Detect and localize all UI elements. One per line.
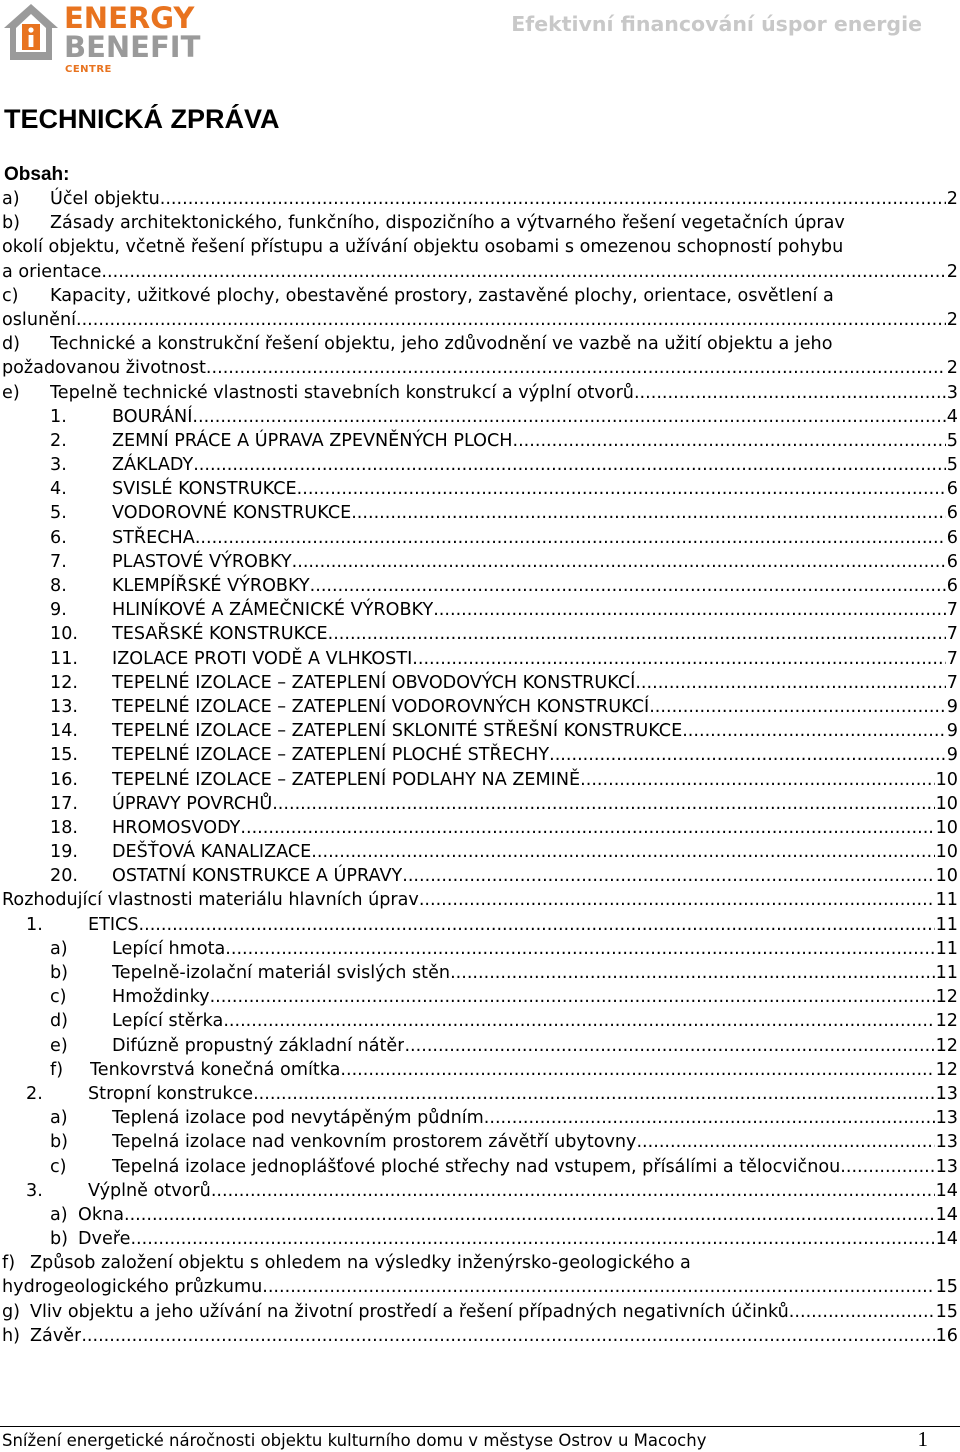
toc-entry-marker: 7.	[50, 551, 67, 572]
toc-entry-page: 7	[946, 624, 958, 645]
toc-entry[interactable]	[2, 937, 958, 961]
toc-entry-title: Hmoždinky	[112, 987, 210, 1008]
logo-word-energy: ENERGY	[64, 1, 195, 35]
toc-leader-dots	[412, 647, 946, 671]
toc-entry[interactable]	[2, 1058, 958, 1082]
toc-entry-marker: h)	[2, 1325, 21, 1346]
toc-entry-title: HROMOSVODY	[112, 817, 241, 838]
toc-entry[interactable]	[2, 768, 958, 792]
toc-entry-title: Tepelná izolace jednoplášťové ploché střechy nad vstupem, přísálími a tělocvičnou	[112, 1156, 841, 1177]
toc-entry-page: 14	[935, 1180, 958, 1201]
toc-entry-continued	[2, 1251, 958, 1275]
toc-entry-title: Kapacity, užitkové plochy, obestavěné prostory, zastavěné plochy, orientace, osvětlení a	[50, 285, 834, 306]
toc-entry[interactable]	[2, 308, 958, 332]
toc-entry-page: 6	[946, 503, 958, 524]
toc-entry-title: Teplená izolace pod nevytápěným půdním	[112, 1108, 484, 1129]
toc-entry-marker: c)	[2, 285, 19, 306]
toc-entry[interactable]	[2, 695, 958, 719]
toc-leader-dots	[340, 1058, 934, 1082]
table-of-contents	[2, 187, 958, 1348]
toc-entry-title: STŘECHA	[112, 527, 195, 548]
toc-entry-title: Difúzně propustný základní nátěr	[112, 1035, 405, 1056]
toc-entry-title: Účel objektu	[50, 189, 160, 209]
toc-entry-marker: b)	[50, 963, 69, 983]
toc-entry-marker: f)	[50, 1059, 64, 1080]
page-footer	[0, 1426, 960, 1452]
toc-entry-marker: 8.	[50, 576, 67, 596]
toc-entry-title: Zásady architektonického, funkčního, dispozičního a výtvarného řešení vegetačních úprav	[50, 213, 845, 234]
house-info-icon	[2, 2, 60, 62]
toc-entry-marker: e)	[50, 1035, 68, 1056]
toc-leader-dots	[351, 501, 946, 525]
toc-entry-marker: e)	[2, 382, 20, 403]
toc-entry-title: a orientace	[2, 261, 102, 282]
toc-entry[interactable]	[2, 1324, 958, 1348]
toc-leader-dots	[789, 1300, 935, 1324]
toc-entry-page: 15	[935, 1301, 958, 1322]
toc-entry-page: 9	[946, 696, 958, 717]
toc-entry-marker: 17.	[50, 793, 78, 814]
toc-entry[interactable]	[2, 961, 958, 985]
toc-entry-marker: f)	[2, 1253, 16, 1274]
toc-entry-page: 6	[946, 527, 958, 548]
toc-entry[interactable]	[2, 985, 958, 1009]
toc-entry[interactable]	[2, 1227, 958, 1251]
toc-leader-dots	[433, 598, 946, 622]
toc-entry[interactable]	[2, 647, 958, 671]
toc-entry-title: SVISLÉ KONSTRUKCE	[112, 479, 297, 500]
toc-entry-page: 11	[935, 890, 958, 911]
toc-entry-title: Okna	[78, 1204, 124, 1225]
toc-leader-dots	[580, 768, 934, 792]
toc-entry-title: Tepelně technické vlastnosti stavebních konstrukcí a výplní otvorů	[50, 382, 634, 403]
footer-text: Snížení energetické náročnosti objektu kulturního domu v městyse Ostrov u Macochy	[2, 1431, 707, 1450]
toc-entry-page: 10	[935, 793, 958, 814]
toc-leader-dots	[297, 477, 946, 501]
toc-entry[interactable]	[2, 405, 958, 429]
toc-entry[interactable]	[2, 864, 958, 888]
toc-entry-marker: d)	[50, 1011, 69, 1032]
toc-entry-marker: 5.	[50, 503, 67, 524]
toc-entry-marker: a)	[50, 1204, 68, 1225]
toc-entry[interactable]	[2, 429, 958, 453]
toc-entry-title: TEPELNÉ IZOLACE – ZATEPLENÍ SKLONITÉ STŘEŠNÍ KONSTRUKCE	[112, 721, 683, 742]
toc-entry-page: 13	[935, 1108, 958, 1129]
toc-entry-title: KLEMPÍŘSKÉ VÝROBKY	[112, 576, 310, 596]
toc-entry-title: ETICS	[88, 914, 139, 935]
toc-entry[interactable]	[2, 1034, 958, 1058]
toc-entry-page: 4	[946, 406, 958, 427]
toc-entry-page: 6	[946, 576, 958, 596]
toc-entry-page: 6	[946, 479, 958, 500]
toc-entry-continued	[2, 235, 958, 259]
toc-entry-marker: 12.	[50, 672, 78, 693]
toc-entry-title: TESAŘSKÉ KONSTRUKCE	[112, 624, 328, 645]
toc-entry-title: PLASTOVÉ VÝROBKY	[112, 551, 292, 572]
toc-entry-marker: 6.	[50, 527, 67, 548]
toc-entry[interactable]	[2, 1300, 958, 1324]
toc-entry-page: 7	[946, 672, 958, 693]
toc-leader-dots	[240, 816, 934, 840]
toc-entry-title: VODOROVNÉ KONSTRUKCE	[112, 503, 352, 524]
toc-entry-continued	[2, 211, 958, 235]
toc-entry[interactable]	[2, 598, 958, 622]
toc-leader-dots	[402, 864, 934, 888]
toc-entry-title: ZÁKLADY	[112, 455, 194, 476]
logo-word-centre: CENTRE	[65, 64, 112, 75]
toc-entry[interactable]	[2, 187, 958, 211]
toc-entry-marker: 10.	[50, 624, 78, 645]
toc-leader-dots	[139, 913, 935, 937]
toc-leader-dots	[272, 792, 934, 816]
toc-leader-dots	[193, 453, 946, 477]
toc-entry[interactable]	[2, 453, 958, 477]
toc-leader-dots	[253, 1082, 935, 1106]
toc-entry-page: 10	[935, 866, 958, 887]
page-header	[0, 0, 960, 80]
toc-entry[interactable]	[2, 1155, 958, 1179]
toc-entry[interactable]	[2, 574, 958, 598]
toc-leader-dots	[223, 1009, 934, 1033]
toc-entry-marker: 9.	[50, 600, 67, 621]
toc-entry-page: 10	[935, 769, 958, 790]
logo-word-benefit: BENEFIT	[64, 30, 201, 64]
toc-leader-dots	[419, 888, 935, 912]
toc-entry-title: Výplně otvorů	[88, 1180, 211, 1201]
toc-entry[interactable]	[2, 840, 958, 864]
toc-leader-dots	[225, 937, 934, 961]
toc-entry-title: DEŠŤOVÁ KANALIZACE	[112, 842, 312, 863]
toc-entry-page: 16	[935, 1325, 958, 1346]
toc-leader-dots	[635, 671, 945, 695]
footer-divider	[0, 1426, 960, 1427]
toc-entry[interactable]	[2, 1082, 958, 1106]
toc-entry-title: oslunění	[2, 309, 76, 330]
toc-entry-marker: 18.	[50, 817, 78, 838]
toc-entry-title: HLINÍKOVÉ A ZÁMEČNICKÉ VÝROBKY	[112, 600, 434, 621]
toc-leader-dots	[450, 961, 935, 985]
toc-entry-page: 11	[935, 938, 958, 959]
toc-entry-page: 7	[946, 600, 958, 621]
toc-entry-marker: a)	[50, 938, 68, 959]
toc-leader-dots	[211, 1179, 935, 1203]
toc-entry-page: 2	[946, 309, 958, 330]
toc-leader-dots	[195, 526, 946, 550]
toc-entry[interactable]	[2, 1203, 958, 1227]
toc-entry-marker: d)	[2, 334, 21, 355]
toc-entry-page: 12	[935, 1035, 958, 1056]
toc-entry-marker: 16.	[50, 769, 78, 790]
toc-entry-marker: 2.	[50, 430, 67, 451]
toc-entry-title: Tepelná izolace nad venkovním prostorem závětří ubytovny	[112, 1132, 637, 1153]
toc-entry-marker: 1.	[26, 914, 43, 935]
document-title: TECHNICKÁ ZPRÁVA	[4, 104, 280, 134]
toc-entry-marker: c)	[50, 987, 67, 1008]
toc-entry-page: 10	[935, 817, 958, 838]
toc-leader-dots	[513, 429, 946, 453]
toc-entry-marker: a)	[50, 1108, 68, 1129]
toc-entry[interactable]	[2, 792, 958, 816]
toc-entry[interactable]	[2, 1009, 958, 1033]
toc-entry-page: 2	[946, 189, 958, 209]
toc-entry-marker: 15.	[50, 745, 78, 766]
toc-entry-title: Rozhodující vlastnosti materiálu hlavních úprav	[2, 890, 419, 911]
toc-entry[interactable]	[2, 477, 958, 501]
toc-leader-dots	[210, 985, 935, 1009]
toc-entry[interactable]	[2, 743, 958, 767]
toc-entry-title: Závěr	[30, 1325, 82, 1346]
toc-entry-title: požadovanou životnost	[2, 358, 206, 379]
toc-heading: Obsah:	[4, 164, 70, 185]
toc-leader-dots	[292, 550, 946, 574]
toc-entry-title: ÚPRAVY POVRCHŮ	[112, 793, 273, 814]
toc-entry[interactable]	[2, 888, 958, 912]
toc-entry-marker: 19.	[50, 842, 78, 863]
toc-entry[interactable]	[2, 671, 958, 695]
toc-entry-page: 2	[946, 358, 958, 379]
toc-leader-dots	[634, 381, 946, 405]
toc-entry-page: 14	[935, 1229, 958, 1250]
toc-entry-page: 9	[946, 721, 958, 742]
toc-leader-dots	[311, 840, 934, 864]
toc-entry-marker: g)	[2, 1301, 21, 1322]
toc-entry[interactable]	[2, 1106, 958, 1130]
toc-entry-marker: 20.	[50, 866, 78, 887]
toc-entry-page: 3	[946, 382, 958, 403]
toc-entry[interactable]	[2, 356, 958, 380]
toc-entry[interactable]	[2, 381, 958, 405]
toc-entry-page: 5	[946, 430, 958, 451]
toc-entry-page: 7	[946, 648, 958, 669]
toc-entry-marker: 11.	[50, 648, 78, 669]
toc-entry-page: 11	[935, 963, 958, 983]
toc-leader-dots	[404, 1034, 934, 1058]
toc-entry[interactable]	[2, 1179, 958, 1203]
toc-leader-dots	[124, 1203, 935, 1227]
toc-leader-dots	[484, 1106, 935, 1130]
toc-entry-title: Technické a konstrukční řešení objektu, jeho zdůvodnění ve vazbě na užití objektu a jeho	[50, 334, 833, 355]
toc-entry-marker: 2.	[26, 1083, 43, 1104]
toc-entry-page: 10	[935, 842, 958, 863]
toc-entry-marker: 14.	[50, 721, 78, 742]
toc-entry[interactable]	[2, 1130, 958, 1154]
toc-leader-dots	[649, 695, 946, 719]
toc-entry-title: Tenkovrstvá konečná omítka	[90, 1059, 341, 1080]
toc-entry-marker: 3.	[26, 1180, 43, 1201]
toc-leader-dots	[81, 1324, 934, 1348]
toc-entry-title: ZEMNÍ PRÁCE A ÚPRAVA ZPEVNĚNÝCH PLOCH	[112, 430, 513, 451]
toc-entry[interactable]	[2, 260, 958, 284]
toc-entry-title: Lepící stěrka	[112, 1011, 224, 1032]
toc-leader-dots	[262, 1275, 934, 1299]
toc-entry-title: Vliv objektu a jeho užívání na životní prostředí a řešení případných negativních účinků	[30, 1301, 789, 1322]
toc-entry-page: 12	[935, 987, 958, 1008]
toc-entry-marker: b)	[50, 1132, 69, 1153]
toc-entry[interactable]	[2, 719, 958, 743]
toc-entry-marker: 1.	[50, 406, 67, 427]
energy-benefit-logo	[2, 2, 232, 76]
toc-entry[interactable]	[2, 816, 958, 840]
toc-entry-page: 2	[946, 261, 958, 282]
toc-entry-title: Dveře	[78, 1229, 131, 1250]
toc-leader-dots	[160, 187, 946, 211]
toc-leader-dots	[76, 308, 946, 332]
toc-entry-continued	[2, 284, 958, 308]
toc-leader-dots	[328, 622, 946, 646]
toc-entry[interactable]	[2, 526, 958, 550]
toc-entry-title: OSTATNÍ KONSTRUKCE A ÚPRAVY	[112, 866, 403, 887]
toc-entry-title: hydrogeologického průzkumu	[2, 1277, 263, 1298]
header-title: Efektivní financování úspor energie	[511, 12, 922, 36]
toc-leader-dots	[192, 405, 945, 429]
toc-entry-continued	[2, 332, 958, 356]
toc-entry-page: 14	[935, 1204, 958, 1225]
toc-entry-title: TEPELNÉ IZOLACE – ZATEPLENÍ OBVODOVÝCH KONSTRUKCÍ	[112, 672, 636, 693]
toc-entry[interactable]	[2, 501, 958, 525]
toc-leader-dots	[206, 356, 946, 380]
toc-entry-title: IZOLACE PROTI VODĚ A VLHKOSTI	[112, 648, 413, 669]
toc-entry[interactable]	[2, 1275, 958, 1299]
toc-entry[interactable]	[2, 550, 958, 574]
toc-entry-page: 12	[935, 1011, 958, 1032]
toc-entry-marker: 4.	[50, 479, 67, 500]
toc-entry-page: 11	[935, 914, 958, 935]
toc-entry-marker: 13.	[50, 696, 78, 717]
toc-leader-dots	[130, 1227, 934, 1251]
toc-leader-dots	[636, 1130, 934, 1154]
toc-leader-dots	[682, 719, 946, 743]
toc-entry-title: Stropní konstrukce	[88, 1083, 254, 1104]
page-number: 1	[917, 1427, 928, 1451]
toc-entry-title: BOURÁNÍ	[112, 406, 193, 427]
toc-entry-marker: b)	[2, 213, 21, 234]
toc-entry-title: Způsob založení objektu s ohledem na výsledky inženýrsko-geologického a	[30, 1253, 691, 1274]
toc-entry-title: TEPELNÉ IZOLACE – ZATEPLENÍ PODLAHY NA ZEMINĚ	[112, 769, 581, 790]
toc-entry-page: 15	[935, 1277, 958, 1298]
toc-entry[interactable]	[2, 622, 958, 646]
toc-entry-marker: c)	[50, 1156, 67, 1177]
toc-leader-dots	[310, 574, 946, 598]
toc-entry-page: 5	[946, 455, 958, 476]
toc-entry-marker: a)	[2, 189, 20, 209]
toc-entry-marker: b)	[50, 1229, 69, 1250]
toc-entry-title: TEPELNÉ IZOLACE – ZATEPLENÍ VODOROVNÝCH KONSTRUKCÍ	[112, 696, 650, 717]
toc-entry-title: TEPELNÉ IZOLACE – ZATEPLENÍ PLOCHÉ STŘECHY	[112, 745, 550, 766]
toc-leader-dots	[101, 260, 945, 284]
toc-leader-dots	[549, 743, 946, 767]
toc-entry-title: okolí objektu, včetně řešení přístupu a užívání objektu osobami s omezenou schopností pohybu	[2, 237, 844, 258]
toc-entry-page: 6	[946, 551, 958, 572]
toc-entry-page: 12	[935, 1059, 958, 1080]
toc-entry-title: Tepelně-izolační materiál svislých stěn	[112, 963, 451, 983]
toc-entry-page: 13	[935, 1132, 958, 1153]
toc-entry[interactable]	[2, 913, 958, 937]
toc-entry-page: 13	[935, 1156, 958, 1177]
toc-entry-page: 13	[935, 1083, 958, 1104]
toc-leader-dots	[840, 1155, 934, 1179]
toc-entry-title: Lepící hmota	[112, 938, 226, 959]
toc-entry-marker: 3.	[50, 455, 67, 476]
toc-entry-page: 9	[946, 745, 958, 766]
